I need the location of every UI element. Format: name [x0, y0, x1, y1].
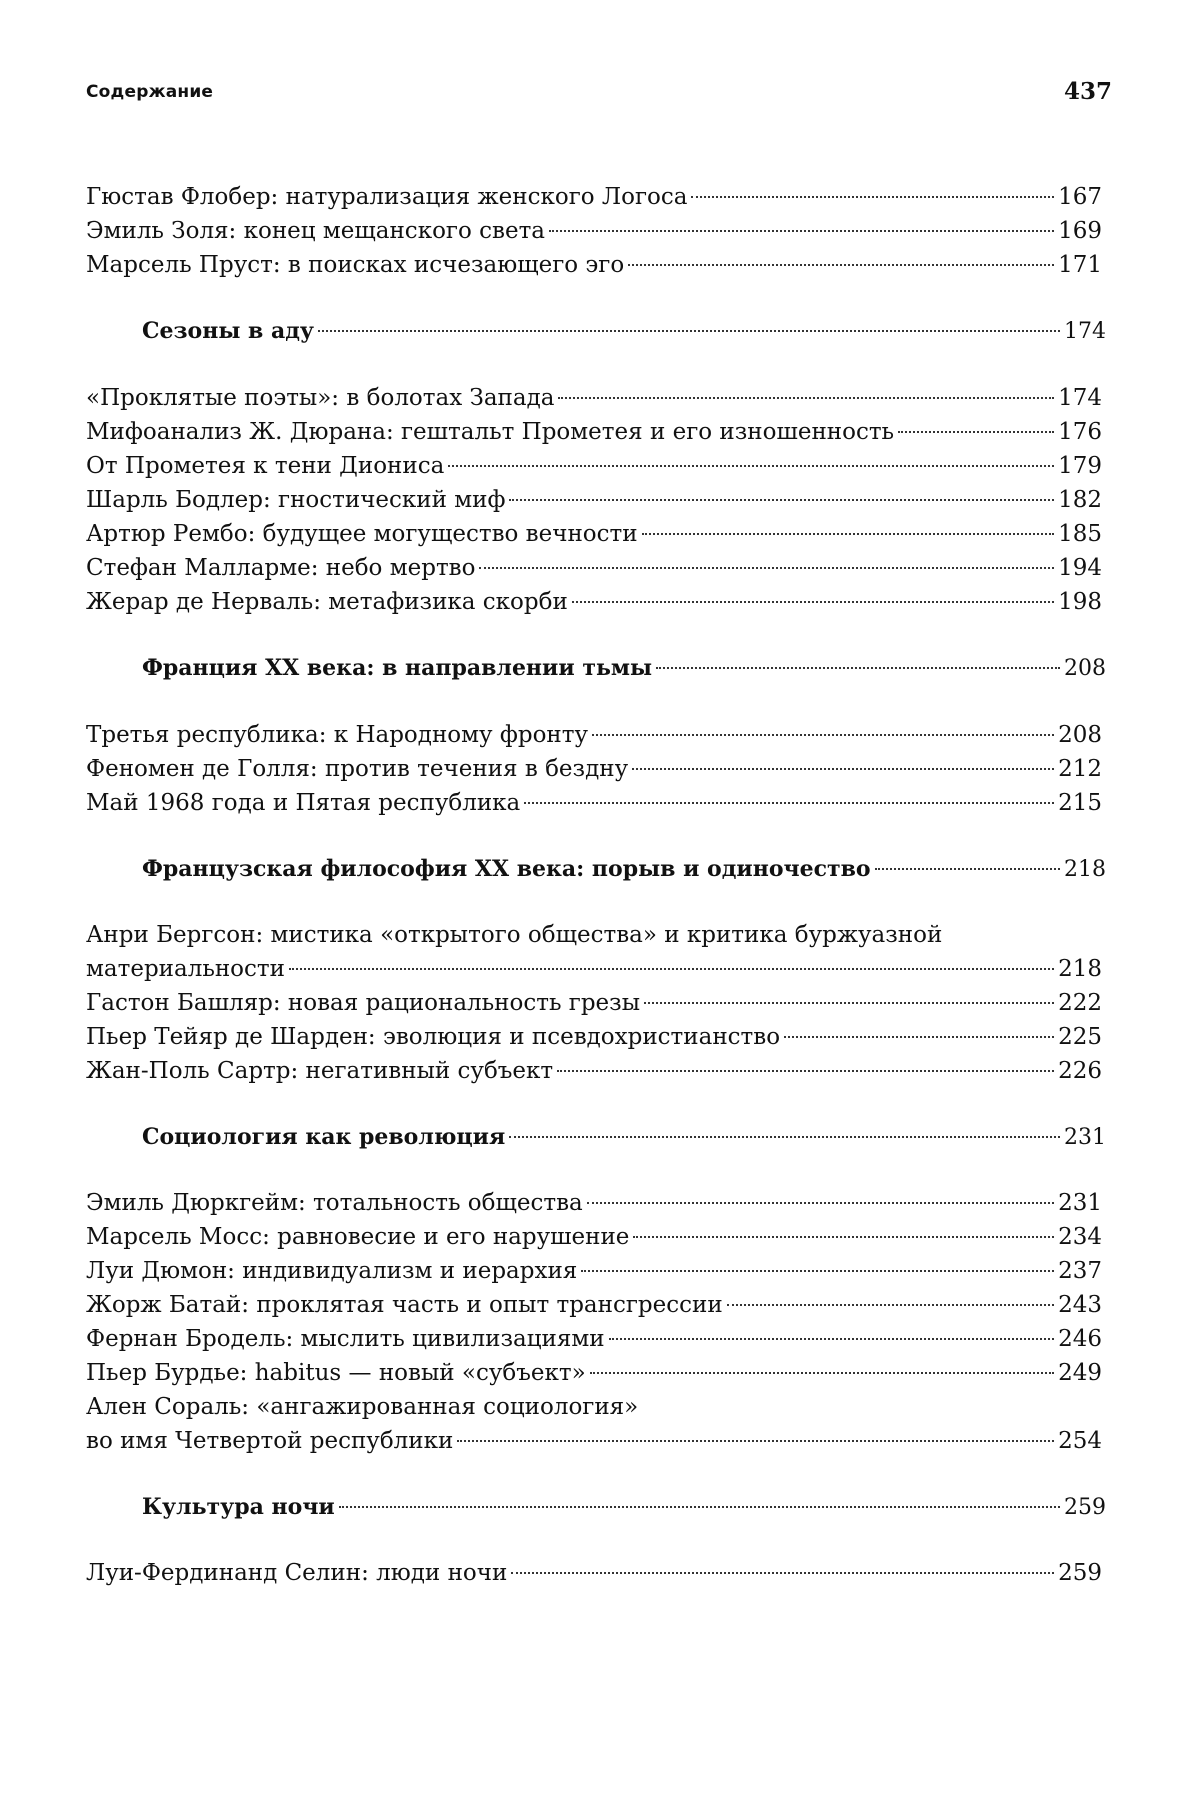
toc-entry-title: Луи-Фердинанд Селин: люди ночи — [86, 1560, 508, 1586]
toc-section-title: Французская философия XX века: порыв и одиночество — [142, 856, 871, 882]
dot-leader — [592, 734, 1054, 736]
toc-page-number: 212 — [1058, 756, 1102, 782]
header-page-number: 437 — [1063, 78, 1112, 105]
dot-leader — [609, 1338, 1055, 1340]
toc-section-row — [142, 1490, 1106, 1524]
dot-leader — [479, 567, 1054, 569]
toc-entry-row — [86, 1054, 1102, 1088]
toc-entry-row — [86, 1556, 1102, 1590]
dot-leader — [633, 1236, 1054, 1238]
toc-entry-row — [86, 180, 1102, 214]
toc-entry-row — [86, 786, 1102, 820]
dot-leader — [628, 264, 1054, 266]
dot-leader — [644, 1002, 1054, 1004]
toc-section-title: Франция XX века: в направлении тьмы — [142, 655, 653, 681]
dot-leader — [509, 1136, 1060, 1138]
dot-leader — [642, 533, 1055, 535]
toc-page-number: 179 — [1058, 453, 1102, 479]
dot-leader — [875, 868, 1060, 870]
toc-entry-title: «Проклятые поэты»: в болотах Запада — [86, 385, 555, 411]
toc-section-row — [142, 651, 1106, 685]
toc-section-title: Культура ночи — [142, 1494, 335, 1520]
toc-entry-row — [86, 1220, 1102, 1254]
header-section-name: Содержание — [86, 82, 214, 102]
toc-section-row — [142, 1120, 1106, 1154]
toc-entry-title: Жан-Поль Сартр: негативный субъект — [86, 1058, 554, 1084]
dot-leader — [898, 431, 1054, 433]
toc-page-number: 169 — [1058, 218, 1102, 244]
dot-leader — [457, 1440, 1054, 1442]
toc-page-number: 194 — [1058, 555, 1102, 581]
toc-entry-title: Анри Бергсон: мистика «открытого общества» и критика буржуазной — [86, 922, 943, 948]
toc-entry-title: Артюр Рембо: будущее могущество вечности — [86, 521, 638, 547]
toc-page-number: 231 — [1058, 1190, 1102, 1216]
toc-page-number: 246 — [1058, 1326, 1102, 1352]
toc-entry-row — [86, 248, 1102, 282]
toc-page-number: 171 — [1058, 252, 1102, 278]
toc-page-number: 174 — [1058, 385, 1102, 411]
toc-entry-row — [86, 483, 1102, 517]
toc-entry-title: Шарль Бодлер: гностический миф — [86, 487, 506, 513]
toc-entry-row — [86, 1288, 1102, 1322]
dot-leader — [656, 667, 1060, 669]
toc-section-title: Социология как революция — [142, 1124, 506, 1150]
toc-page-number: 208 — [1058, 722, 1102, 748]
toc-entry-title: Эмиль Золя: конец мещанского света — [86, 218, 546, 244]
dot-leader — [511, 1572, 1054, 1574]
toc-entry-row — [86, 1254, 1102, 1288]
toc-entry-row — [86, 585, 1102, 619]
toc-page-number: 218 — [1064, 857, 1106, 882]
toc-entry-row — [86, 918, 986, 952]
toc-entry-title: Пьер Тейяр де Шарден: эволюция и псевдохристианство — [86, 1024, 781, 1050]
toc-page-number: 259 — [1058, 1560, 1102, 1586]
toc-entry-row — [86, 415, 1102, 449]
dot-leader — [581, 1270, 1054, 1272]
toc-entry-title: Мифоанализ Ж. Дюрана: гештальт Прометея и его изношенность — [86, 419, 895, 445]
toc-page-number: 208 — [1064, 656, 1106, 681]
toc-page-number: 198 — [1058, 589, 1102, 615]
toc-entry-row — [86, 718, 1102, 752]
dot-leader — [558, 397, 1054, 399]
toc-entry-row — [86, 1356, 1102, 1390]
toc-entry-title: Феномен де Голля: против течения в бездну — [86, 756, 629, 782]
toc-page-number: 167 — [1058, 184, 1102, 210]
dot-leader — [448, 465, 1054, 467]
toc-entry-title: Марсель Пруст: в поисках исчезающего эго — [86, 252, 625, 278]
toc-entry-row — [86, 449, 1102, 483]
toc-section-row — [142, 852, 1106, 886]
dot-leader — [524, 802, 1054, 804]
toc-entry-row — [86, 1390, 986, 1424]
toc-entry-row — [86, 381, 1102, 415]
toc-page-number: 182 — [1058, 487, 1102, 513]
dot-leader — [590, 1372, 1054, 1374]
dot-leader — [691, 196, 1054, 198]
dot-leader — [557, 1070, 1054, 1072]
toc-page-number: 254 — [1058, 1428, 1102, 1454]
toc-page-number: 215 — [1058, 790, 1102, 816]
dot-leader — [587, 1202, 1054, 1204]
toc-page-number: 259 — [1064, 1495, 1106, 1520]
toc-entry-title: Стефан Малларме: небо мертво — [86, 555, 476, 581]
dot-leader — [318, 330, 1060, 332]
toc-entry-title: Май 1968 года и Пятая республика — [86, 790, 521, 816]
dot-leader — [339, 1506, 1060, 1508]
toc-entry-title: Эмиль Дюркгейм: тотальность общества — [86, 1190, 583, 1216]
toc-entry-title: Пьер Бурдье: habitus — новый «субъект» — [86, 1360, 586, 1386]
toc-entry-title: От Прометея к тени Диониса — [86, 453, 445, 479]
toc-entry-title: Жорж Батай: проклятая часть и опыт трансгрессии — [86, 1292, 723, 1318]
dot-leader — [549, 230, 1054, 232]
toc-page-number: 231 — [1064, 1125, 1106, 1150]
toc-page-number: 222 — [1058, 990, 1102, 1016]
dot-leader — [784, 1036, 1054, 1038]
toc-entry-row — [86, 551, 1102, 585]
toc-entry-row — [86, 1186, 1102, 1220]
toc-entry-row — [86, 214, 1102, 248]
dot-leader — [509, 499, 1054, 501]
toc-page-number: 218 — [1058, 956, 1102, 982]
toc-entry-row — [86, 752, 1102, 786]
toc-page-number: 174 — [1064, 319, 1106, 344]
toc-entry-title: Луи Дюмон: индивидуализм и иерархия — [86, 1258, 578, 1284]
toc-entry-title: материальности — [86, 956, 285, 982]
toc-entry-title: во имя Четвертой республики — [86, 1428, 454, 1454]
toc-entry-row — [86, 1020, 1102, 1054]
toc-entry-row — [86, 1322, 1102, 1356]
dot-leader — [632, 768, 1054, 770]
toc-page-number: 226 — [1058, 1058, 1102, 1084]
toc-entry-title: Жерар де Нерваль: метафизика скорби — [86, 589, 568, 615]
toc-entry-row — [86, 986, 1102, 1020]
toc-page-number: 243 — [1058, 1292, 1102, 1318]
toc-entry-title: Фернан Бродель: мыслить цивилизациями — [86, 1326, 605, 1352]
dot-leader — [572, 601, 1054, 603]
toc-page-number: 185 — [1058, 521, 1102, 547]
toc-page-number: 237 — [1058, 1258, 1102, 1284]
toc-entry-title: Марсель Мосс: равновесие и его нарушение — [86, 1224, 630, 1250]
toc-entry-row — [86, 952, 1102, 986]
dot-leader — [289, 968, 1054, 970]
toc-entry-title: Гюстав Флобер: натурализация женского Логоса — [86, 184, 688, 210]
dot-leader — [727, 1304, 1054, 1306]
toc-entry-row — [86, 517, 1102, 551]
running-header — [86, 78, 1112, 112]
toc-page-number: 225 — [1058, 1024, 1102, 1050]
toc-section-row — [142, 314, 1106, 348]
toc-entry-title: Ален Сораль: «ангажированная социология» — [86, 1394, 639, 1420]
toc-entry-title: Третья республика: к Народному фронту — [86, 722, 589, 748]
toc-entry-title: Гастон Башляр: новая рациональность грезы — [86, 990, 641, 1016]
toc-entry-row — [86, 1424, 1102, 1458]
toc-section-title: Сезоны в аду — [142, 318, 314, 344]
toc-page-number: 249 — [1058, 1360, 1102, 1386]
toc-page-number: 234 — [1058, 1224, 1102, 1250]
toc-page-number: 176 — [1058, 419, 1102, 445]
